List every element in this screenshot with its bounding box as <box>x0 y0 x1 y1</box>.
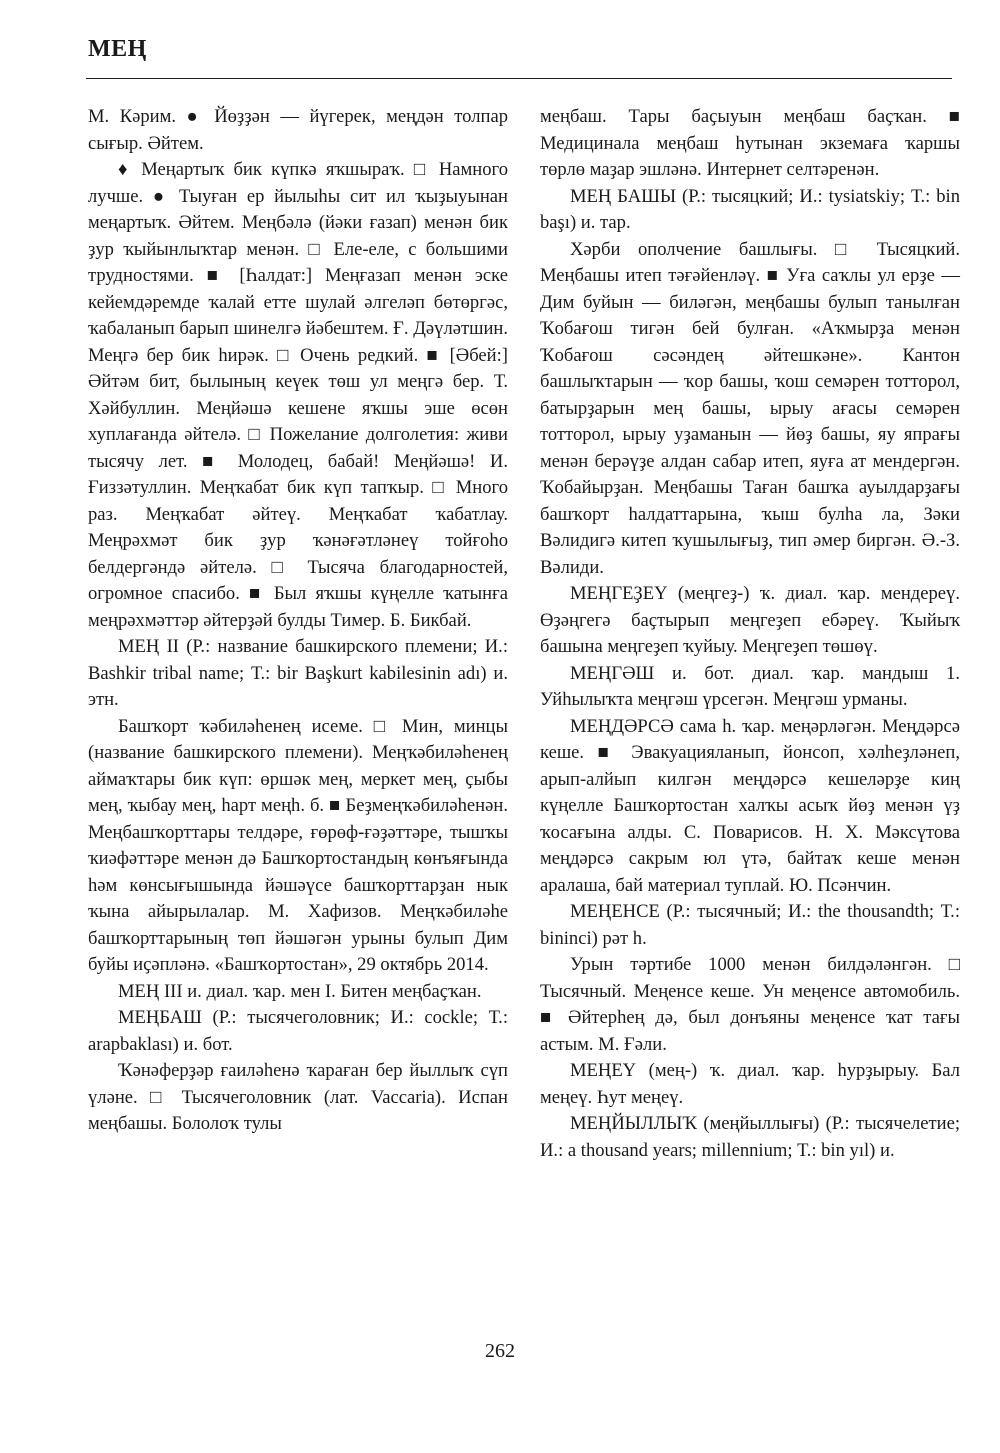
page-header-title: МЕҢ <box>88 36 147 62</box>
dictionary-entry: МЕҢЕҮ (мең-) ҡ. диал. ҡар. һурҙырыу. Бал меңеү. Һут меңеү. <box>540 1060 960 1108</box>
header-rule <box>86 78 952 79</box>
dictionary-paragraph: М. Кәрим. ● Йөҙҙән — йүгерек, меңдән толпар сығыр. Әйтем. <box>88 106 508 154</box>
dictionary-entry: МЕҢГӘШ и. бот. диал. ҡар. мандыш 1. Уйһылыҡта меңгәш үрсегән. Меңгәш урманы. <box>540 662 960 710</box>
right-column <box>540 104 960 1164</box>
dictionary-entry: МЕҢГЕҘЕҮ (меңгеҙ-) ҡ. диал. ҡар. мендереү. Өҙәңгегә баҫтырып меңгеҙеп ебәреү. Ҡыйыҡ башына меңгеҙеп ҡуйыу. Меңгеҙеп төшөү. <box>540 583 960 657</box>
dictionary-entry: МЕҢ БАШЫ (Р.: тысяцкий; И.: tysiatskiy; Т.: bin başı) и. тар. <box>540 185 960 233</box>
dictionary-entry: МЕҢЙЫЛЛЫҠ (меңйыллығы) (Р.: тысячелетие; И.: a thousand years; millennium; Т.: bin yıl) и. <box>540 1113 960 1161</box>
dictionary-paragraph: Хәрби ополчение башлығы. □ Тысяцкий. Меңбашы итеп тәғәйенләү. ■ Уға саҡлы ул ерҙе — Дим буйын — биләгән, меңбашы булып танылған Ҡобағош тигән бей булған. «Аҡмырҙа менән Ҡобағош сәсәндең әйтешкәне». Кантон башлыҡтарын — ҡор башы, ҡош семәрен тотторол, батырҙарын мең башы, ырыу ағасы семәрен тотторол, ырыу уҙаманын — йөҙ башы, яу япрағы менән берәүҙе алдан сабар итеп, яуға ат мендергән. Ҡобайырҙан. Меңбашы Таған башҡа ауылдарҙағы башҡорт һалдаттарына, ҡыш булһа ла, Зәки Вәлидигә китеп ҡушылығыҙ, тип әмер биргән. Ә.-З. Вәлиди. <box>540 238 960 578</box>
dictionary-paragraph: Ҡәнәферҙәр ғаиләһенә ҡараған бер йыллыҡ сүп үләне. □ Тысячеголовник (лат. Vaccaria). Испан меңбашы. Бололоҡ тулы <box>88 1060 508 1134</box>
page-number: 262 <box>485 1340 515 1362</box>
dictionary-paragraph: Башҡорт ҡәбиләһенең исеме. □ Мин, минцы (название башкирского племени). Меңҡәбиләһенең аймаҡтары бик күп: өршәк мең, меркет мең, ҫыбы мең, ҡыбау мең, һарт меңһ. б. ■ Беҙмеңҡәбиләһенән. Меңбашҡорттары телдәре, ғөрөф-ғәҙәттәре, тышҡы ҡиәфәттәре менән дә Башҡортостандың көнъяғында һәм көнсығышында йәшәүсе башҡорттарҙан нык ҡына айырылалар. М. Хафизов. Меңҡәбиләһе башҡорттарының төп йәшәгән урыны булып Дим буйы иҫәпләнә. «Башҡортостан», 29 октябрь 2014. <box>88 715 508 975</box>
dictionary-entry: МЕҢДӘРСӘ сама һ. ҡар. меңәрләгән. Меңдәрсә кеше. ■ Эвакуацияланып, йонсоп, хәлһеҙләнеп, арып-алйып килгән меңдәрсә кешеләрҙе киң күңелле Башҡортостан халҡы асыҡ йөҙ менән үҙ ҡосағына алды. С. Поварисов. Н. Х. Мәксүтова меңдәрсә сакрым юл үтә, байтаҡ кеше менән аралаша, бай материал туплай. Ю. Псәнчин. <box>540 715 960 896</box>
dictionary-entry: МЕҢБАШ (Р.: тысячеголовник; И.: cockle; Т.: arapbaklası) и. бот. <box>88 1007 508 1055</box>
dictionary-entry: МЕҢ II (Р.: название башкирского племени; И.: Bashkir tribal name; Т.: bir Başkurt kabilesinin adı) и. этн. <box>88 636 508 710</box>
left-column <box>88 104 508 1138</box>
dictionary-entry: МЕҢ III и. диал. ҡар. мен I. Битен меңбаҫҡан. <box>118 980 482 1002</box>
dictionary-paragraph: Урын тәртибе 1000 менән билдәләнгән. □ Тысячный. Меңенсе кеше. Ун меңенсе автомобиль. ■ Әйтерһең дә, был донъяны меңенсе ҡат тағы астым. М. Ғәли. <box>540 954 960 1055</box>
dictionary-entry: МЕҢЕНСЕ (Р.: тысячный; И.: the thousandth; Т.: bininci) рәт һ. <box>540 901 960 949</box>
dictionary-paragraph: ♦ Меңартыҡ бик күпкә яҡшыраҡ. □ Намного лучше. ● Тыуған ер йылыһы сит ил ҡыҙыуынан меңартыҡ. Әйтем. Меңбәлә (йәки ғазап) менән бик ҙур ҡыйынлыҡтар менән. □ Еле-еле, с большими трудностями. ■ [Һалдат:] Меңғазап менән эске кейемдәремде ҡалай етте шулай әлгеләп бөтөргәс, ҡабаланып барып шинелгә йәбештем. Ғ. Дәүләтшин. Меңгә бер бик һирәк. □ Очень редкий. ■ [Әбей:] Әйтәм бит, былының кеүек төш ул меңгә бер. Т. Хәйбуллин. Меңйәшә кешене яҡшы эше өсөн хуплағанда әйтелә. □ Пожелание долголетия: живи тысячу лет. ■ Молодец, бабай! Меңйәшә! И. Ғиззәтуллин. Меңҡабат бик күп тапҡыр. □ Много раз. Меңҡабат әйтеү. Меңҡабат ҡабатлау. Меңрәхмәт бик ҙур ҡәнәғәтләнеү тойғоһо белдергәндә әйтелә. □ Тысяча благодарностей, огромное спасибо. ■ Был яҡшы күңелле ҡатынға меңрәхмәттәр әйтерҙәй булды Тимер. Б. Бикбай. <box>88 159 508 631</box>
dictionary-paragraph: меңбаш. Тары баҫыуын меңбаш баҫҡан. ■ Медицинала меңбаш һутынан экземаға ҡаршы төрлө маҙар эшләнә. Интернет селтәренән. <box>540 106 960 180</box>
